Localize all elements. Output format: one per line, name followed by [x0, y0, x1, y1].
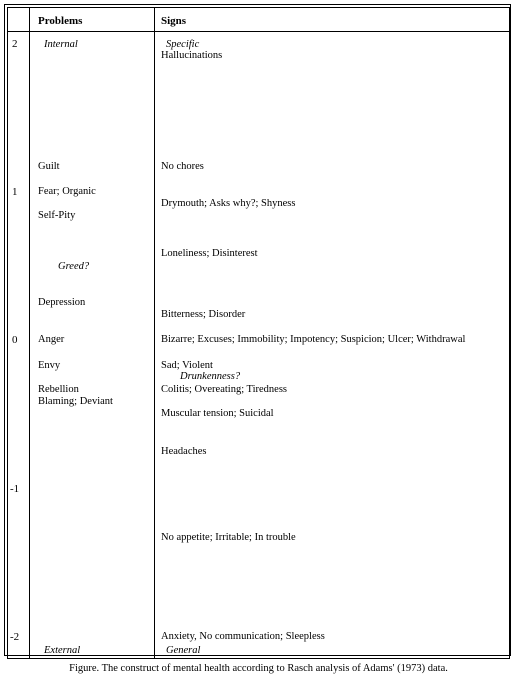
scale-label-minus-2: -2: [10, 631, 20, 643]
scale-label-0: 0: [12, 334, 18, 346]
sign-bizarre: Bizarre; Excuses; Immobility; Impotency; Suspicion; Ulcer; Withdrawal: [161, 334, 466, 345]
problem-rebellion: Rebellion: [38, 384, 79, 395]
scale-label-minus-1: -1: [10, 483, 20, 495]
scale-label-1: 1: [12, 186, 18, 198]
problem-depression: Depression: [38, 297, 86, 308]
problem-greed: Greed?: [58, 261, 90, 272]
sign-drymouth: Drymouth; Asks why?; Shyness: [161, 198, 296, 209]
sign-drunkenness: Drunkenness?: [180, 371, 241, 382]
left-inner-border: [7, 7, 8, 659]
sign-no-chores: No chores: [161, 161, 204, 172]
table-top-border: [4, 4, 511, 5]
problem-envy: Envy: [38, 360, 61, 371]
sign-anxiety: Anxiety, No communication; Sleepless: [161, 631, 325, 642]
scale-column-divider: [29, 7, 30, 659]
sign-loneliness: Loneliness; Disinterest: [161, 248, 258, 259]
problem-guilt: Guilt: [38, 161, 60, 172]
sign-bitterness: Bitterness; Disorder: [161, 309, 246, 320]
sign-colitis: Colitis; Overeating; Tiredness: [161, 384, 287, 395]
table-frame-outer: [4, 4, 511, 656]
problem-self-pity: Self-Pity: [38, 210, 76, 221]
header-divider: [7, 31, 510, 32]
sign-hallucinations: Hallucinations: [161, 50, 223, 61]
specific-pole-label: Specific: [166, 39, 200, 50]
internal-pole-label: Internal: [44, 39, 78, 50]
signs-column-header: Signs: [161, 15, 187, 27]
sign-headaches: Headaches: [161, 446, 207, 457]
table-top-inner: [7, 7, 510, 8]
right-inner-border: [509, 7, 510, 659]
signs-column-divider: [154, 7, 155, 659]
problem-blaming-deviant: Blaming; Deviant: [38, 396, 113, 407]
scale-label-2: 2: [12, 38, 18, 50]
problem-fear-organic: Fear; Organic: [38, 186, 96, 197]
sign-no-appetite: No appetite; Irritable; In trouble: [161, 532, 296, 543]
sign-muscular-tension: Muscular tension; Suicidal: [161, 408, 274, 419]
external-pole-label: External: [44, 645, 81, 656]
problem-anger: Anger: [38, 334, 65, 345]
sign-sad-violent: Sad; Violent: [161, 360, 213, 371]
table-bottom-border: [7, 658, 510, 659]
general-pole-label: General: [166, 645, 201, 656]
figure-caption: Figure. The construct of mental health according to Rasch analysis of Adams' (1973) data.: [69, 663, 448, 674]
problems-column-header: Problems: [38, 15, 83, 27]
